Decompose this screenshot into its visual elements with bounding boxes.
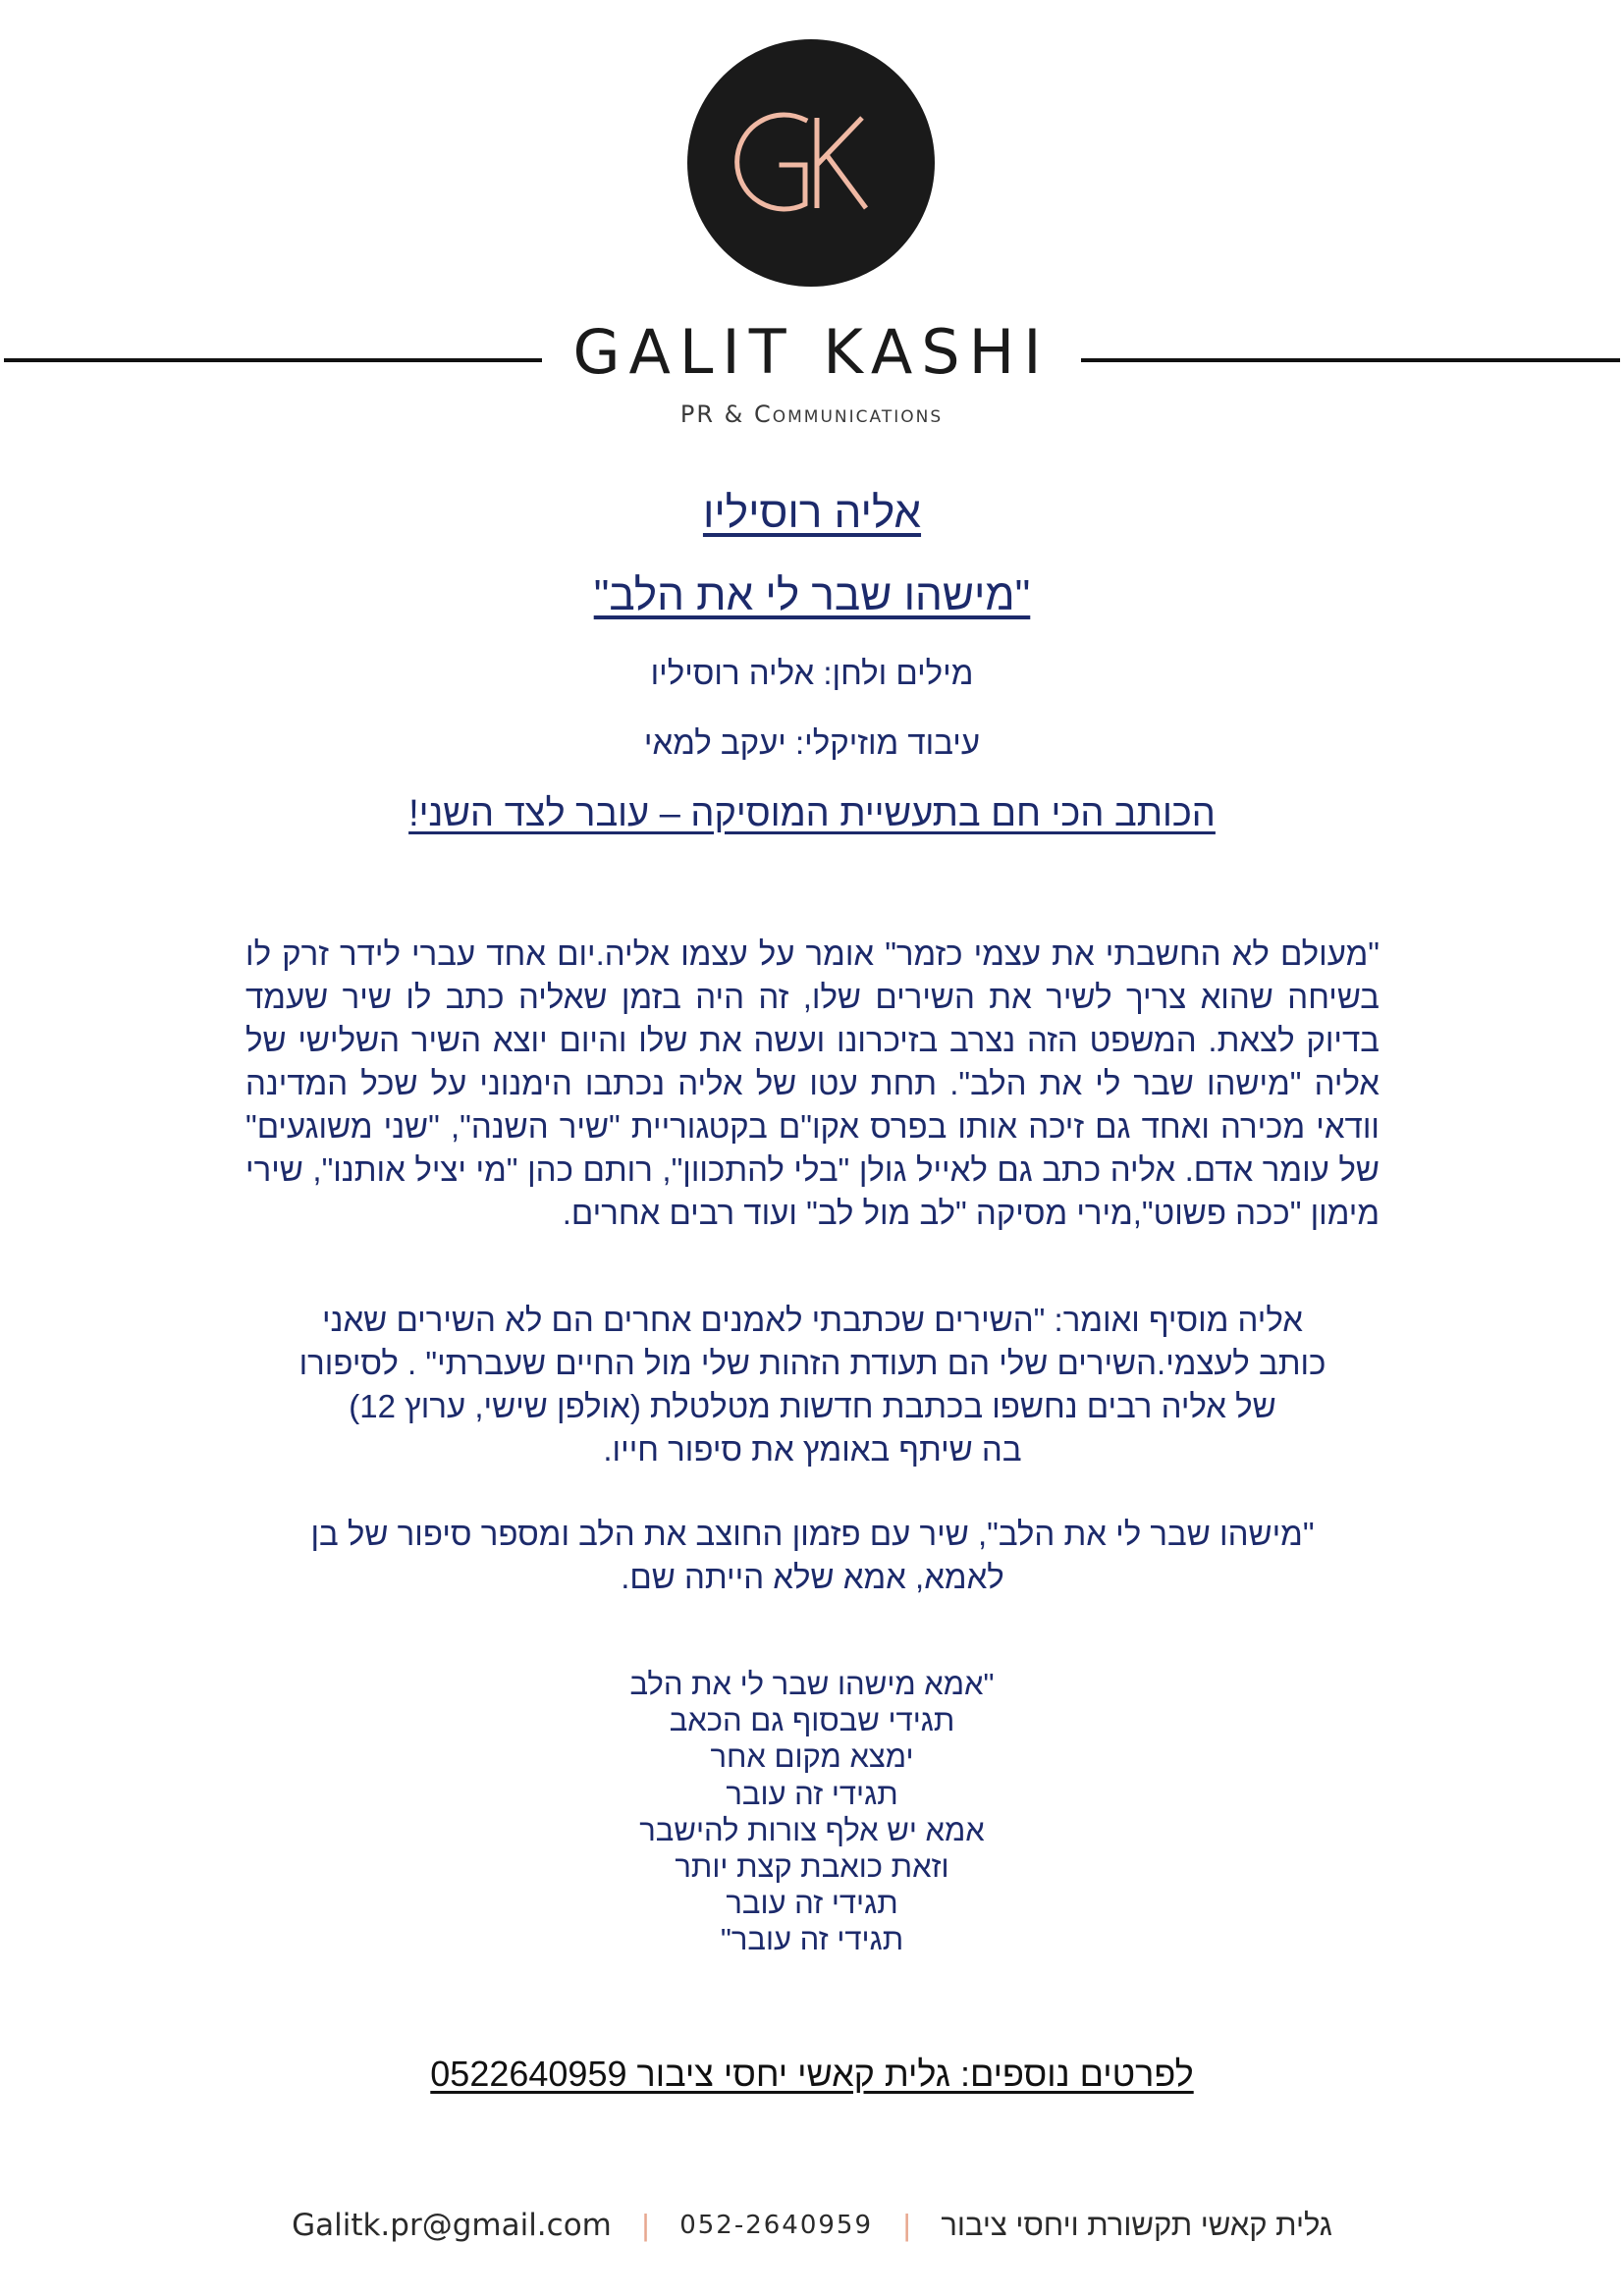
- logo: [687, 39, 935, 287]
- gk-monogram-icon: [687, 39, 935, 287]
- footer-separator: |: [902, 2207, 911, 2242]
- lyric-line: תגידי זה עובר": [720, 1922, 904, 1957]
- lyric-line: אמא יש אלף צורות להישבר: [639, 1812, 985, 1847]
- lyric-line: "אמא מישהו שבר לי את הלב: [629, 1667, 995, 1701]
- body-paragraph-1: "מעולם לא החשבתי את עצמי כזמר" אומר על עצמו אליה.יום אחד עברי לידר זרק לו בשיחה שהוא צריך לשיר את השירים שלו, זה היה בזמן שאליה כתב לו שיר שעמד בדיוק לצאת. המשפט הזה נצרב בזיכרונו ועשה את שלו והיום יוצא השיר השלישי של אליה "מישהו שבר לי את הלב". תחת עטו של אליה נכתבו הימנוני על שכל המדינה וודאי מכירה ואחד גם זיכה אותו בפרס אקו"ם בקטגוריית "שיר השנה", "שני משוגעים" של עומר אדם. אליה כתב גם לאייל גולן "בלי להתכוון", רותם כהן "מי יציל אותנו", שירי מימון "ככה פשוט",מירי מסיקה "לב מול לב" ועוד רבים אחרים.: [245, 935, 1380, 1231]
- footer-separator: |: [641, 2207, 650, 2242]
- footer: [0, 2206, 1624, 2243]
- tagline-heading: הכותב הכי חם בתעשיית המוסיקה – עובר לצד השני!: [408, 793, 1216, 834]
- lyric-line: וזאת כואבת קצת יותר: [675, 1849, 949, 1885]
- paragraph-2-line: של אליה רבים נחשפו בכתבת חדשות מטלטלת (אולפן שישי, ערוץ 12): [349, 1388, 1276, 1424]
- lyric-line: תגידי זה עובר: [726, 1776, 898, 1811]
- divider-right: [1081, 358, 1620, 362]
- contact-line: לפרטים נוספים: גלית קאשי יחסי ציבור 0522640959: [430, 2054, 1194, 2094]
- lyric-line: תגידי שבסוף גם הכאב: [669, 1703, 955, 1738]
- body-paragraph-3: [245, 1513, 1380, 1599]
- credit-lyrics: מילים ולחן: אליה רוסיליו: [650, 655, 974, 691]
- lyric-line: ימצא מקום אחר: [710, 1739, 914, 1775]
- paragraph-3-line: לאמא, אמא שלא הייתה שם.: [621, 1559, 1004, 1595]
- footer-company: גלית קאשי תקשורת ויחסי ציבור: [941, 2207, 1332, 2242]
- artist-heading: אליה רוסיליו: [702, 489, 922, 537]
- brand-name: GALIT KASHI: [572, 316, 1051, 388]
- credit-arrangement: עיבוד מוזיקלי: יעקב למאי: [643, 724, 981, 761]
- footer-email[interactable]: Galitk.pr@gmail.com: [292, 2207, 612, 2243]
- lyrics-block: [0, 1666, 1624, 1958]
- paragraph-3-line: "מישהו שבר לי את הלב", שיר עם פזמון החוצב את הלב ומספר סיפור של בן: [310, 1516, 1315, 1552]
- song-title-heading: "מישהו שבר לי את הלב": [593, 571, 1031, 619]
- divider-left: [4, 358, 542, 362]
- body-paragraph-2: [245, 1299, 1380, 1471]
- footer-phone: 052-2640959: [679, 2210, 873, 2240]
- paragraph-2-line: אליה מוסיף ואומר: "השירים שכתבתי לאמנים אחרים הם לא השירים שאני: [322, 1302, 1303, 1338]
- lyric-line: תגידי זה עובר: [726, 1886, 898, 1921]
- paragraph-2-line: בה שיתף באומץ את סיפור חייו.: [603, 1431, 1022, 1468]
- paragraph-2-line: כותב לעצמי.השירים שלי הם תעודת הזהות שלי מול החיים שעברתי" . לסיפורו: [298, 1345, 1326, 1381]
- brand-subtitle: PR & Communications: [679, 400, 944, 428]
